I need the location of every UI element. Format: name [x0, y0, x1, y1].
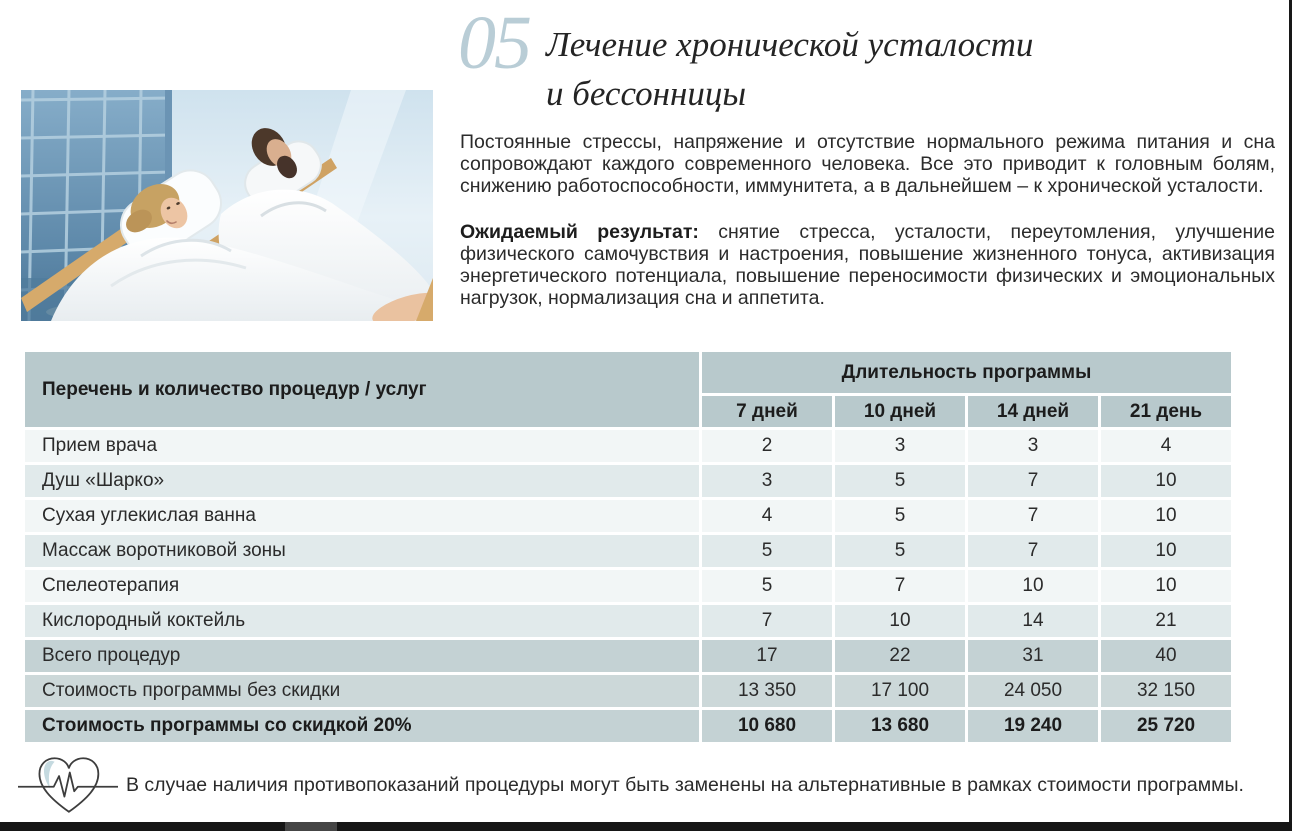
table-row	[25, 465, 1231, 497]
row-label: Всего процедур	[25, 640, 699, 672]
procedures-table-wrap	[22, 349, 1234, 745]
row-value: 17 100	[835, 675, 965, 707]
section-number: 05	[458, 1, 530, 85]
row-value: 31	[968, 640, 1098, 672]
row-value: 7	[702, 605, 832, 637]
row-value: 4	[1101, 430, 1231, 462]
spa-photo	[21, 90, 433, 321]
page-title	[546, 4, 1033, 118]
row-value: 10	[835, 605, 965, 637]
heart-pulse-icon	[18, 751, 118, 819]
row-label: Душ «Шарко»	[25, 465, 699, 497]
intro-copy	[460, 131, 1275, 309]
table-row	[25, 500, 1231, 532]
table-header-duration-group: Длительность программы	[702, 352, 1231, 393]
row-label: Кислородный коктейль	[25, 605, 699, 637]
row-value: 10	[1101, 500, 1231, 532]
row-label: Спелеотерапия	[25, 570, 699, 602]
row-value: 10	[1101, 535, 1231, 567]
page-title-line2: и бессонницы	[546, 74, 747, 113]
row-value: 10	[968, 570, 1098, 602]
table-row	[25, 640, 1231, 672]
table-row	[25, 430, 1231, 462]
row-label: Прием врача	[25, 430, 699, 462]
table-row	[25, 535, 1231, 567]
table-header-procedures: Перечень и количество процедур / услуг	[25, 352, 699, 427]
duration-header-21-days: 21 день	[1101, 396, 1231, 427]
headline	[458, 1, 1034, 118]
row-value: 5	[702, 570, 832, 602]
row-value: 40	[1101, 640, 1231, 672]
footnote-text: В случае наличия противопоказаний процедуры могут быть заменены на альтернативные в рамках стоимости программы.	[126, 773, 1244, 796]
row-value: 10 680	[702, 710, 832, 742]
row-value: 3	[968, 430, 1098, 462]
row-value: 5	[702, 535, 832, 567]
procedures-table-body	[25, 430, 1231, 742]
footnote	[18, 751, 1244, 819]
horizontal-scrollbar[interactable]	[0, 822, 1292, 831]
row-value: 13 680	[835, 710, 965, 742]
row-value: 21	[1101, 605, 1231, 637]
row-label: Массаж воротниковой зоны	[25, 535, 699, 567]
row-value: 22	[835, 640, 965, 672]
row-value: 7	[835, 570, 965, 602]
row-value: 14	[968, 605, 1098, 637]
row-value: 3	[702, 465, 832, 497]
row-value: 5	[835, 500, 965, 532]
table-row	[25, 605, 1231, 637]
row-value: 10	[1101, 570, 1231, 602]
row-label: Стоимость программы со скидкой 20%	[25, 710, 699, 742]
row-value: 7	[968, 500, 1098, 532]
intro-paragraph: Постоянные стрессы, напряжение и отсутствие нормального режима питания и сна сопровождают каждого современного человека. Все это приводит к головным болям, снижению работоспособности, иммунитета, а в дальнейшем – к хронической усталости.	[460, 131, 1275, 197]
scrollbar-thumb[interactable]	[285, 822, 337, 831]
expected-result-label: Ожидаемый результат:	[460, 221, 699, 243]
expected-result-paragraph	[460, 221, 1275, 309]
spa-photo-illustration	[21, 90, 433, 321]
row-value: 5	[835, 535, 965, 567]
row-value: 17	[702, 640, 832, 672]
table-row	[25, 675, 1231, 707]
row-value: 7	[968, 465, 1098, 497]
row-value: 2	[702, 430, 832, 462]
procedures-table	[22, 349, 1234, 745]
row-value: 24 050	[968, 675, 1098, 707]
row-value: 4	[702, 500, 832, 532]
page-title-line1: Лечение хронической усталости	[546, 25, 1034, 64]
row-value: 13 350	[702, 675, 832, 707]
row-label: Сухая углекислая ванна	[25, 500, 699, 532]
row-value: 25 720	[1101, 710, 1231, 742]
row-value: 10	[1101, 465, 1231, 497]
row-value: 3	[835, 430, 965, 462]
row-value: 32 150	[1101, 675, 1231, 707]
table-row	[25, 570, 1231, 602]
row-value: 19 240	[968, 710, 1098, 742]
row-value: 7	[968, 535, 1098, 567]
duration-header-14-days: 14 дней	[968, 396, 1098, 427]
table-row	[25, 710, 1231, 742]
row-value: 5	[835, 465, 965, 497]
expected-result-text: снятие стресса, усталости, переутомления, улучшение физического самочувствия и настроения, повышение жизненного тонуса, активизация энергетического потенциала, повышение переносимости физических и эмоциональных нагрузок, нормализация сна и аппетита.	[460, 221, 1275, 309]
row-label: Стоимость программы без скидки	[25, 675, 699, 707]
duration-header-10-days: 10 дней	[835, 396, 965, 427]
duration-header-7-days: 7 дней	[702, 396, 832, 427]
